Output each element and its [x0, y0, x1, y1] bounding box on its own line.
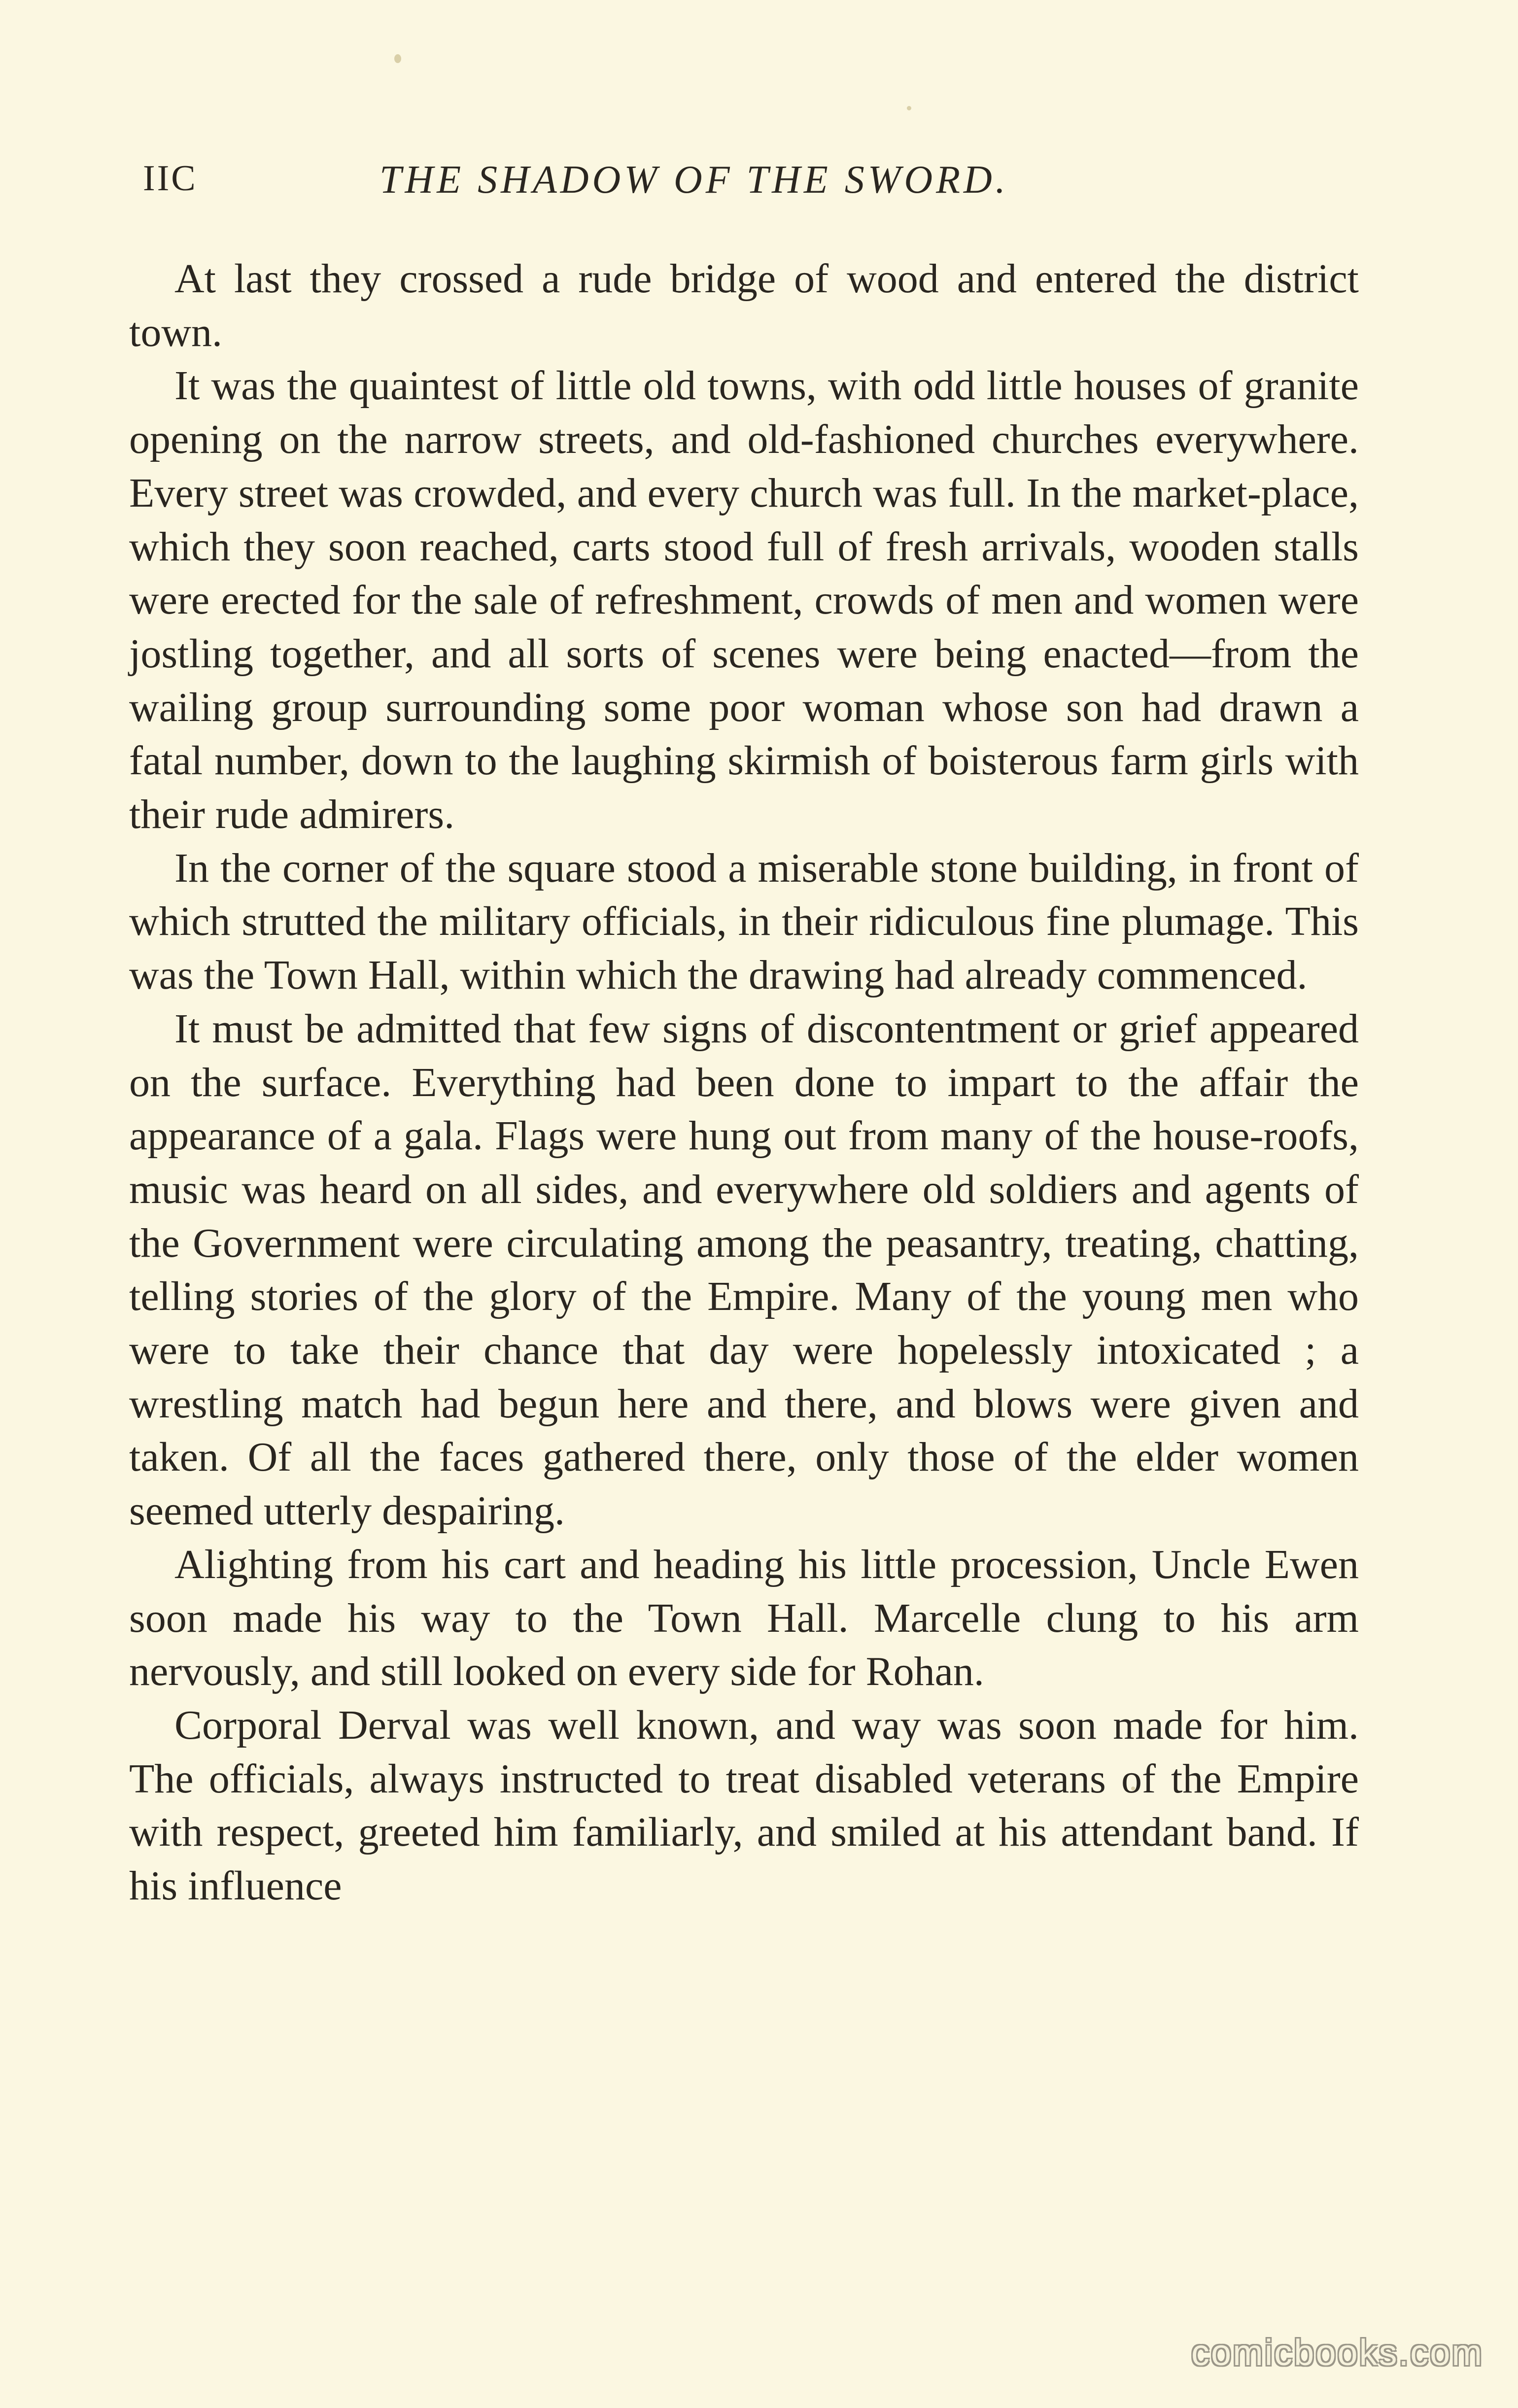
running-title: THE SHADOW OF THE SWORD.: [380, 158, 1009, 202]
paragraph: At last they crossed a rude bridge of wood and entered the district town.: [129, 256, 1359, 355]
paragraph: In the corner of the square stood a miserable stone building, in front of which strutted the military officials, in their ridiculous fine plumage. This was the Town Hall, within which the drawing had already commenced.: [129, 845, 1359, 998]
page-number: IIC: [143, 158, 198, 199]
body-text: [129, 252, 1359, 1913]
paper-speck: [394, 54, 401, 63]
watermark: comicbooks.com: [1191, 2332, 1484, 2373]
paragraph: It was the quaintest of little old towns, with odd little houses of granite opening on the narrow streets, and old-fashioned churches everywhere. Every street was crowded, and every church was full. In the market-place, which they soon reached, carts stood full of fresh arrivals, wooden stalls were erected for the sale of refreshment, crowds of men and women were jostling together, and all sorts of scenes were being enacted—from the wailing group surrounding some poor woman whose son had drawn a fatal number, down to the laughing skirmish of boisterous farm girls with their rude admirers.: [129, 363, 1359, 838]
paper-speck: [907, 106, 911, 110]
page-header: [143, 148, 1365, 212]
paragraph: It must be admitted that few signs of discontentment or grief appeared on the surface. Everything had been done to impart to the affair the appearance of a gala. Flags were hung out from many of the house-roofs, music was heard on all sides, and everywhere old soldiers and agents of the Government were circulating among the peasantry, treating, chatting, telling stories of the glory of the Empire. Many of the young men who were to take their chance that day were hopelessly intoxicated ; a wrestling match had begun here and there, and blows were given and taken. Of all the faces gathered there, only those of the elder women seemed utterly despairing.: [129, 1005, 1359, 1534]
paragraph: Corporal Derval was well known, and way was soon made for him. The officials, always instructed to treat disabled veterans of the Empire with respect, greeted him familiarly, and smiled at his attendant band. If his influence: [129, 1702, 1359, 1909]
paragraph: Alighting from his cart and heading his little procession, Uncle Ewen soon made his way to the Town Hall. Marcelle clung to his arm nervously, and still looked on every side for Rohan.: [129, 1541, 1359, 1695]
